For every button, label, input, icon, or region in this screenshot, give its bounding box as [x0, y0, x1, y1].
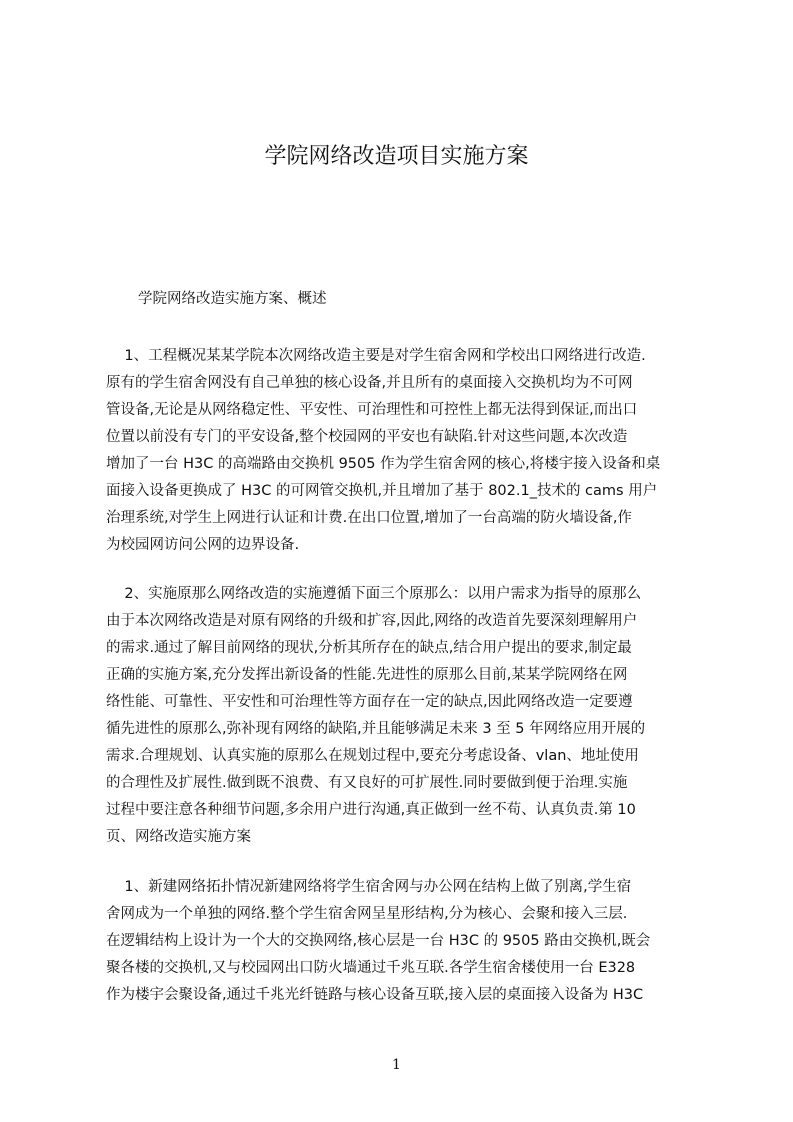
paragraph-implementation-principles — [106, 581, 716, 851]
paragraph-line: 络性能、可靠性、平安性和可治理性等方面存在一定的缺点,因此网络改造一定要遵 — [106, 694, 633, 710]
paragraph-line: 需求.合理规划、认真实施的原那么在规划过程中,要充分考虑设备、vlan、地址使用 — [106, 748, 639, 764]
paragraph-line: 由于本次网络改造是对原有网络的升级和扩容,因此,网络的改造首先要深刻理解用户 — [106, 613, 638, 629]
paragraph-line: 的需求.通过了解目前网络的现状,分析其所存在的缺点,结合用户提出的要求,制定最 — [106, 640, 632, 656]
paragraph-line: 2、实施原那么网络改造的实施遵循下面三个原那么：以用户需求为指导的原那么 — [106, 586, 642, 602]
paragraph-line: 聚各楼的交换机,又与校园网出口防火墙通过千兆互联.各学生宿舍楼使用一台 E328 — [106, 960, 636, 976]
paragraph-line: 的合理性及扩展性.做到既不浪费、有又良好的可扩展性.同时要做到便于治理.实施 — [106, 775, 628, 791]
paragraph-line: 原有的学生宿舍网没有自己单独的核心设备,并且所有的桌面接入交换机均为不可网 — [106, 375, 633, 391]
paragraph-line: 管设备,无论是从网络稳定性、平安性、可治理性和可控性上都无法得到保证,而出口 — [106, 402, 638, 418]
paragraph-line: 页、网络改造实施方案 — [106, 829, 251, 845]
section-heading: 学院网络改造实施方案、概述 — [138, 291, 327, 307]
paragraph-line: 位置以前没有专门的平安设备,整个校园网的平安也有缺陷.针对这些问题,本次改造 — [106, 429, 628, 445]
paragraph-line: 面接入设备更换成了 H3C 的可网管交换机,并且增加了基于 802.1_技术的 cams 用户 — [106, 483, 658, 499]
paragraph-line: 在逻辑结构上设计为一个大的交换网络,核心层是一台 H3C 的 9505 路由交换机,既会 — [106, 933, 651, 949]
page-number: 1 — [392, 1057, 401, 1073]
paragraph-line: 治理系统,对学生上网进行认证和计费.在出口位置,增加了一台高端的防火墙设备,作 — [106, 510, 632, 526]
paragraph-project-overview — [106, 343, 716, 559]
paragraph-line: 作为楼宇会聚设备,通过千兆光纤链路与核心设备互联,接入层的桌面接入设备为 H3C — [106, 987, 644, 1003]
paragraph-line: 1、新建网络拓扑情况新建网络将学生宿舍网与办公网在结构上做了别离,学生宿 — [106, 879, 632, 895]
document-title: 学院网络改造项目实施方案 — [264, 144, 529, 169]
paragraph-line: 正确的实施方案,充分发挥出新设备的性能.先进性的原那么目前,某某学院网络在网 — [106, 667, 628, 683]
paragraph-line: 循先进性的原那么,弥补现有网络的缺陷,并且能够满足未来 3 至 5 年网络应用开展的 — [106, 721, 646, 737]
paragraph-line: 增加了一台 H3C 的高端路由交换机 9505 作为学生宿舍网的核心,将楼宇接入设备和桌 — [106, 456, 661, 472]
paragraph-line: 为校园网访问公网的边界设备. — [106, 537, 300, 553]
paragraph-line: 过程中要注意各种细节问题,多余用户进行沟通,真正做到一丝不苟、认真负责.第 10 — [106, 802, 636, 818]
paragraph-network-topology — [106, 874, 716, 1009]
paragraph-line: 1、工程概况某某学院本次网络改造主要是对学生宿舍网和学校出口网络进行改造. — [106, 348, 646, 364]
paragraph-line: 舍网成为一个单独的网络.整个学生宿舍网呈星形结构,分为核心、会聚和接入三层. — [106, 906, 628, 922]
